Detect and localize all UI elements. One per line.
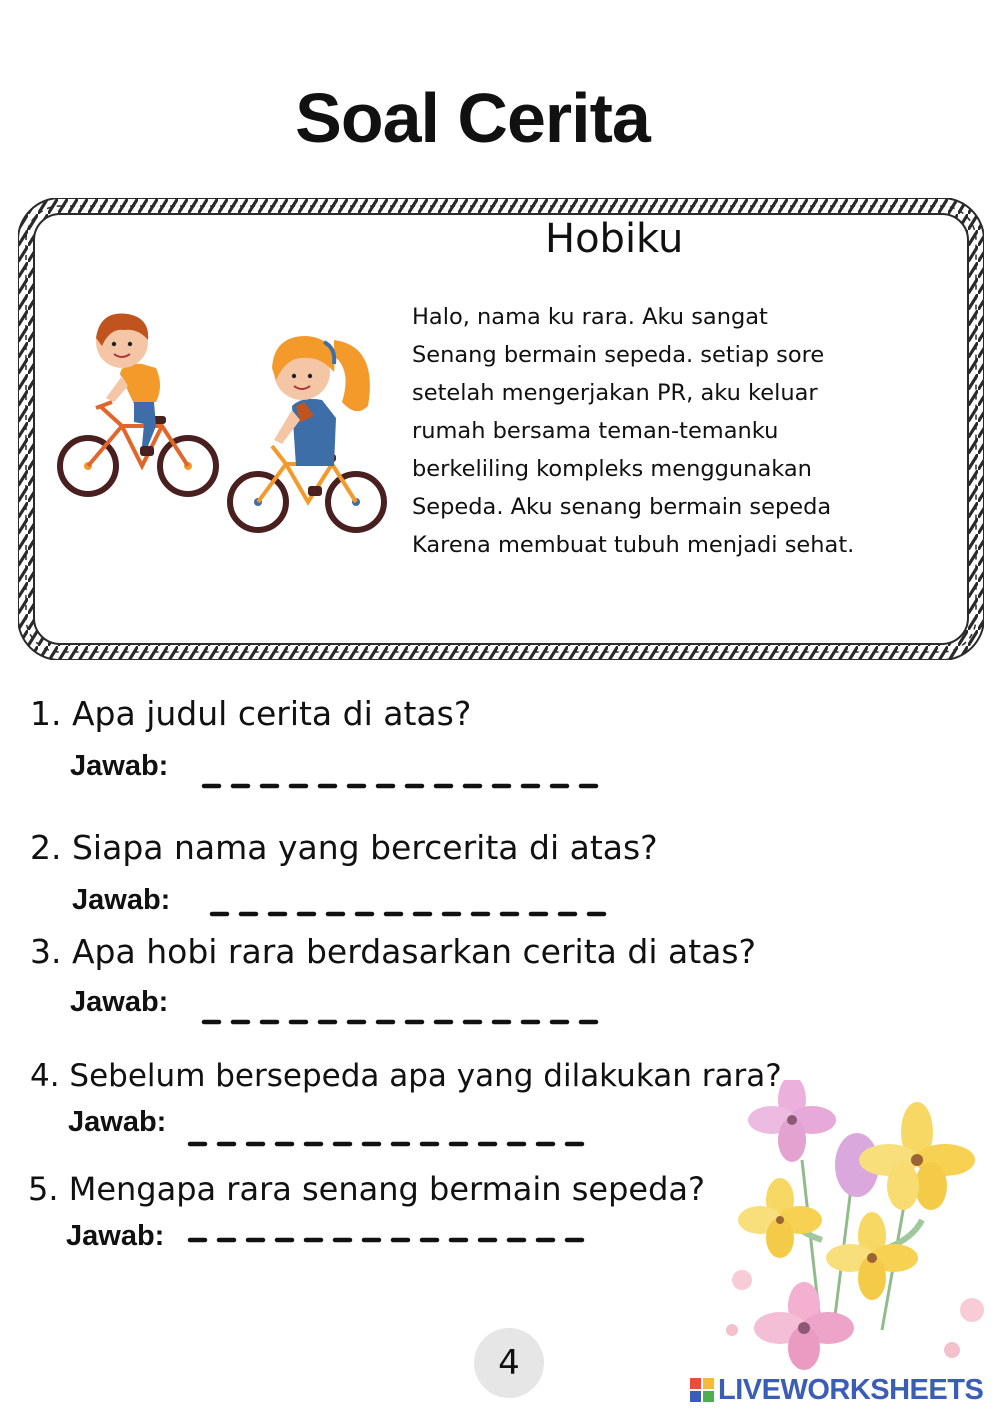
boy-on-bicycle xyxy=(60,314,216,495)
question-5: 5. Mengapa rara senang bermain sepeda? xyxy=(28,1170,705,1208)
brand-name: LIVEWORKSHEETS xyxy=(718,1373,984,1406)
answer-label-1: Jawab: xyxy=(70,750,169,782)
question-3: 3. Apa hobi rara berdasarkan cerita di atas? xyxy=(30,932,757,971)
kids-cycling-illustration xyxy=(52,306,397,546)
story-line: setelah mengerjakan PR, aku keluar xyxy=(412,380,818,406)
story-line: rumah bersama teman-temanku xyxy=(412,418,779,444)
answer-field-3[interactable] xyxy=(200,1010,610,1030)
story-line: Senang bermain sepeda. setiap sore xyxy=(412,342,825,368)
answer-field-2[interactable] xyxy=(208,902,618,922)
story-line: Karena membuat tubuh menjadi sehat. xyxy=(412,532,855,558)
answer-label-2: Jawab: xyxy=(72,884,171,916)
story-line: Sepeda. Aku senang bermain sepeda xyxy=(412,494,832,520)
answer-label-5: Jawab: xyxy=(66,1220,165,1252)
answer-label-3: Jawab: xyxy=(70,986,169,1018)
page-number: 4 xyxy=(474,1328,544,1398)
story-text xyxy=(412,298,952,564)
story-line: Halo, nama ku rara. Aku sangat xyxy=(412,304,768,330)
story-line: berkeliling kompleks menggunakan xyxy=(412,456,812,482)
liveworksheets-logo xyxy=(690,1374,983,1406)
question-2: 2. Siapa nama yang bercerita di atas? xyxy=(30,828,658,867)
story-title: Hobiku xyxy=(545,216,684,262)
page-title: Soal Cerita xyxy=(295,79,650,157)
answer-field-4[interactable] xyxy=(186,1132,596,1152)
liveworksheets-icon xyxy=(690,1378,714,1402)
question-4: 4. Sebelum bersepeda apa yang dilakukan rara? xyxy=(30,1058,782,1094)
watercolor-flowers-decoration xyxy=(712,1080,1000,1380)
answer-label-4: Jawab: xyxy=(68,1106,167,1138)
question-1: 1. Apa judul cerita di atas? xyxy=(30,694,472,733)
girl-on-bicycle xyxy=(230,336,384,530)
answer-field-5[interactable] xyxy=(186,1228,596,1248)
answer-field-1[interactable] xyxy=(200,774,610,794)
